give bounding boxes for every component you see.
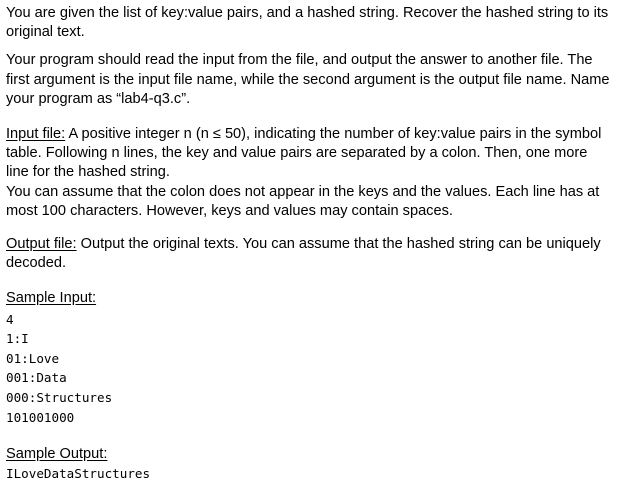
input-assumptions-paragraph: You can assume that the colon does not appear in the keys and the values. Each line has at most 100 characters. However, keys and values may contain spaces. [6, 183, 600, 219]
sample-output-line: ILoveDataStructures [6, 466, 151, 482]
output-file-description: Output the original texts. You can assume that the hashed string can be uniquely decoded. [6, 236, 601, 272]
sample-input-line: 01:Love [6, 350, 60, 366]
sample-input-line: 000:Structures [6, 390, 113, 406]
program-instructions-paragraph: Your program should read the input from the file, and output the answer to another file. The first argument is the input file name, while the second argument is the output file name. Name your program as “lab4-q3.c”. [6, 52, 610, 107]
input-file-paragraph [6, 125, 614, 183]
sample-input-block [6, 310, 614, 428]
sample-input-line: 4 [6, 311, 14, 327]
sample-output-block [6, 464, 614, 484]
intro-paragraph: You are given the list of key:value pairs, and a hashed string. Recover the hashed string to its original text. [6, 5, 609, 41]
assignment-document [6, 4, 614, 484]
sample-output-heading: Sample Output: [6, 446, 108, 463]
sample-input-line: 101001000 [6, 409, 75, 425]
output-file-paragraph [6, 235, 614, 273]
sample-input-line: 001:Data [6, 370, 67, 386]
input-file-heading: Input file: [6, 126, 66, 143]
sample-input-heading: Sample Input: [6, 290, 97, 307]
output-file-heading: Output file: [6, 236, 77, 253]
sample-input-line: 1:I [6, 331, 29, 347]
input-file-description: A positive integer n (n ≤ 50), indicating the number of key:value pairs in the symbol table. Following n lines, the key and value pairs are separated by a colon. Then, one more line for the hashed string. [6, 126, 602, 181]
